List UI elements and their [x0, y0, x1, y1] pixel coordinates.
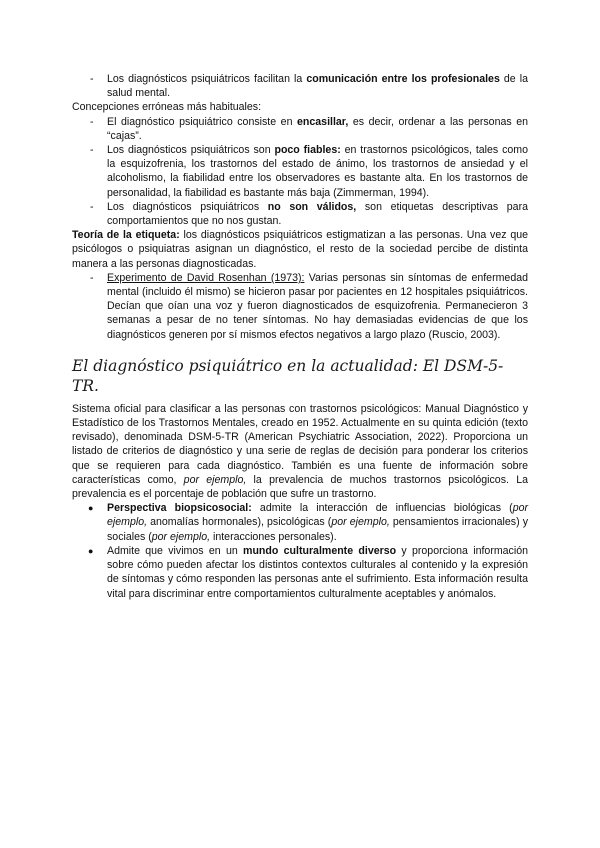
dash-marker: -	[90, 73, 94, 85]
misconceptions-heading: Concepciones erróneas más habituales:	[72, 101, 262, 114]
bullet-item-biopsychosocial: ● Perspectiva biopsicosocial: admite la interacción de influencias biológicas (por ejemplo, anomalías hormonales), psicológicas (por ejemplo, pensamientos irracionales) y sociales (por ejemplo, interacciones personales).	[88, 502, 529, 543]
dsm-paragraph: Sistema oficial para clasificar a las personas con trastornos psicológicos: Manual Diagnóstico y Estadístico de los Trastornos Mentales, creado en 1952. Actualmente en su quinta edición (texto revisado), denominada DSM-5-TR (American Psychiatric Association, 2022). Proporciona un listado de criterios de diagnóstico y una serie de reglas de decisión para ponderar los criterios que se requieren para cada diagnóstico. También es una fuente de información sobre características como, por ejemplo, la prevalencia de muchos trastornos psicológicos. La prevalencia es el porcentaje de población que sufre un trastorno.	[72, 402, 528, 501]
list-item-reliability: - Los diagnósticos psiquiátricos son poco fiables: en trastornos psicológicos, tales como la esquizofrenia, los trastornos del estado de ánimo, los trastornos de ansiedad y el alcoholismo, la fiabilidad entre los observadores es bastante alta. En los trastornos de personalidad, la fiabilidad es bastante más baja (Zimmerman, 1994).	[90, 144, 528, 199]
bullet-marker: ●	[88, 503, 94, 514]
bullet-marker: ●	[88, 545, 94, 556]
list-item-validity: - Los diagnósticos psiquiátricos no son válidos, son etiquetas descriptivas para comportamientos que no nos gustan.	[90, 200, 528, 228]
list-item-communication: - Los diagnósticos psiquiátricos facilitan la comunicación entre los profesionales de la salud mental.	[90, 73, 528, 100]
list-item-pigeonhole: - El diagnóstico psiquiátrico consiste en encasillar, es decir, ordenar a las personas en “cajas”.	[90, 115, 528, 142]
dash-marker: -	[90, 144, 94, 157]
list-item-rosenhan: - Experimento de David Rosenhan (1973): Varias personas sin síntomas de enfermedad mental (incluido él mismo) se hicieron pasar por pacientes en 12 hospitales psiquiátricos. Decían que oían una voz y fueron diagnosticados de esquizofrenia. Permanecieron 3 semanas a pesar de no tener síntomas. No hay demasiadas evidencias de que los diagnósticos generen por sí mismos efectos negativos a largo plazo (Ruscio, 2003).	[90, 271, 528, 341]
bullet-item-cultural: ● Admite que vivimos en un mundo culturalmente diverso y proporciona información sobre cómo pueden afectar los distintos contextos culturales al contenido y la expresión de síntomas y cómo responden las personas ante el sufrimiento. Esta información resulta vital para discriminar entre comportamientos culturalmente aceptables y anómalos.	[88, 544, 528, 600]
label-theory-paragraph: Teoría de la etiqueta: los diagnósticos psiquiátricos estigmatizan a las personas. Una vez que psicólogos o psiquiatras asignan un diagnóstico, el resto de la sociedad percibe de distinta manera a las personas diagnosticadas.	[72, 229, 528, 270]
dash-marker: -	[90, 271, 94, 284]
section-title: El diagnóstico psiquiátrico en la actualidad: El DSM-5-TR.	[72, 356, 504, 395]
dash-marker: -	[90, 200, 94, 213]
dash-marker: -	[90, 115, 94, 128]
document-page	[72, 72, 528, 601]
